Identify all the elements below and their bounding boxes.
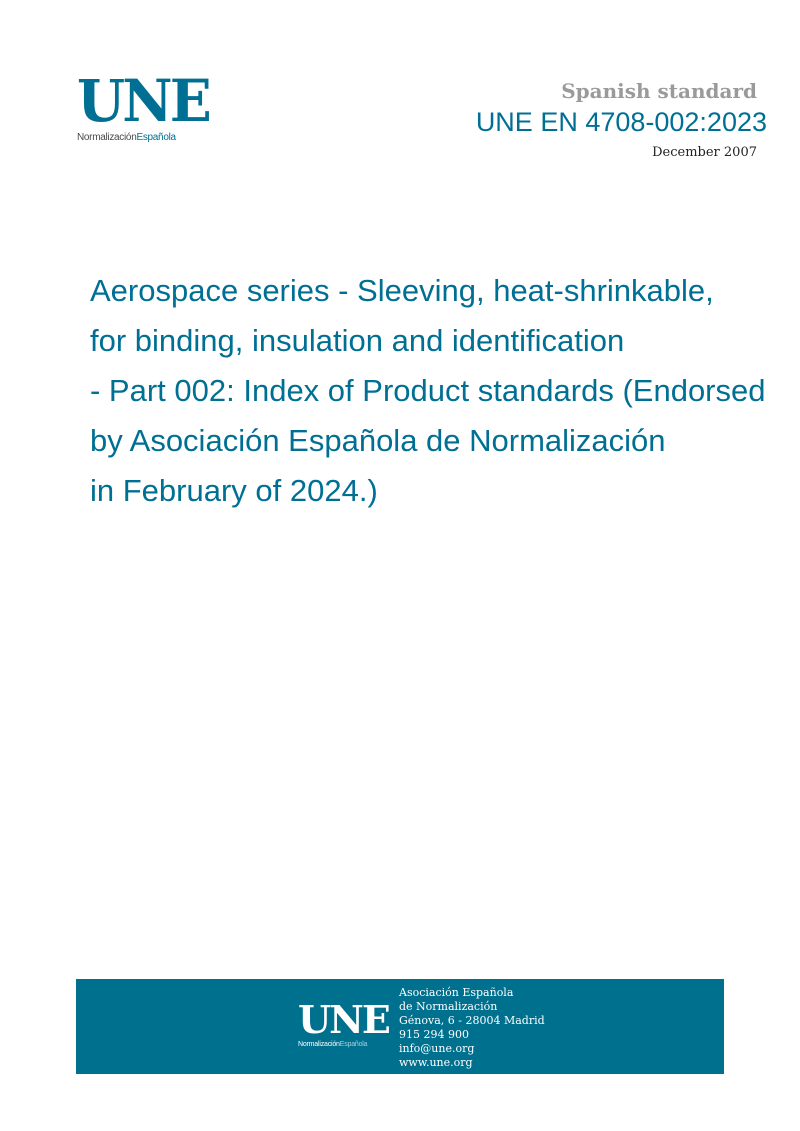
footer-org-line-1: Asociación Española <box>399 986 514 999</box>
footer-logo-subtitle-normalizacion: Normalización <box>298 1041 340 1048</box>
document-header-info <box>476 78 767 162</box>
footer-banner <box>76 979 724 1074</box>
footer-email-link[interactable]: info@une.org <box>399 1042 475 1055</box>
footer-address: Génova, 6 - 28004 Madrid <box>399 1014 545 1027</box>
footer-contact-block <box>399 986 545 1070</box>
logo-subtitle-normalizacion: Normalización <box>77 132 137 143</box>
document-code: UNE EN 4708-002:2023 <box>475 107 767 137</box>
footer-une-logo <box>298 997 389 1049</box>
footer-logo-mark: UNE <box>298 997 389 1042</box>
footer-logo-subtitle-espanola: Española <box>339 1041 368 1048</box>
une-logo-mark: UNE <box>77 67 209 135</box>
footer-website-link[interactable]: www.une.org <box>399 1056 473 1069</box>
logo-subtitle-espanola: Española <box>136 132 176 143</box>
title-line-5: in February of 2024.) <box>90 473 378 508</box>
footer-phone: 915 294 900 <box>399 1028 469 1041</box>
une-logo <box>77 67 209 144</box>
title-line-1: Aerospace series - Sleeving, heat-shrinkable, <box>90 273 714 308</box>
title-line-2: for binding, insulation and identification <box>90 323 625 358</box>
document-date: December 2007 <box>652 145 757 160</box>
document-title <box>90 266 800 516</box>
title-line-4: by Asociación Española de Normalización <box>90 423 666 458</box>
document-kind: Spanish standard <box>561 79 757 103</box>
title-line-3: - Part 002: Index of Product standards (Endorsed <box>90 373 766 408</box>
footer-org-line-2: de Normalización <box>399 1000 498 1013</box>
